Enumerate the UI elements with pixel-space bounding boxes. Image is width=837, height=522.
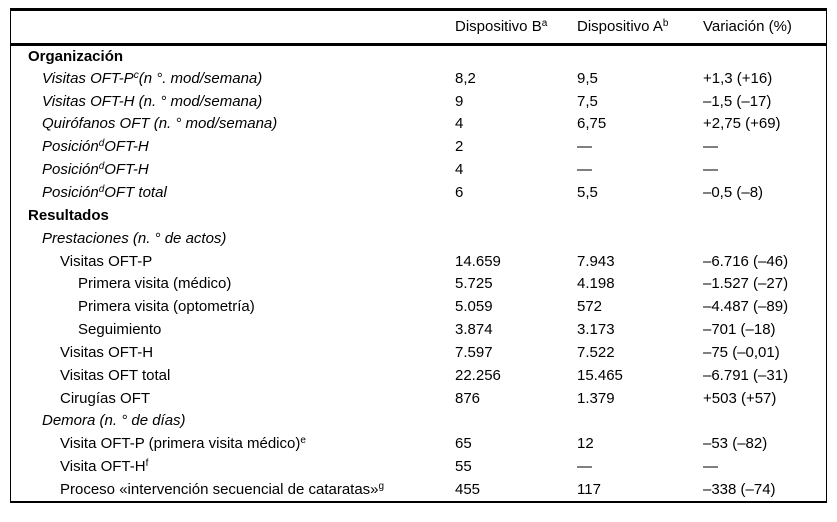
value-variacion: –1.527 (–27) <box>703 275 789 293</box>
table-row <box>11 387 826 410</box>
table-row <box>11 250 826 273</box>
row-label-cell <box>11 44 455 67</box>
value-variacion: –1,5 (–17) <box>703 92 772 110</box>
row-label-text: Visitas OFT-H (n. ° mod/semana) <box>42 92 263 110</box>
value-variacion: — <box>703 458 718 476</box>
comparison-table <box>11 11 826 501</box>
value-variacion: –701 (–18) <box>703 321 776 339</box>
value-variacion: — <box>703 138 718 156</box>
footnote-marker: b <box>662 18 669 30</box>
col-header-variacion <box>703 11 826 44</box>
value-variacion <box>703 44 826 67</box>
value-variacion: –4.487 (–89) <box>703 298 789 316</box>
row-label-cell <box>11 158 455 181</box>
value-dispositivo-a <box>577 44 703 67</box>
row-label-text: Posición <box>42 138 99 156</box>
row-label-text: Cirugías OFT <box>60 389 151 407</box>
footnote-marker: c <box>133 69 139 81</box>
value-dispositivo-b: 455 <box>455 480 481 498</box>
value-dispositivo-b: 5.725 <box>455 275 493 293</box>
row-label-text: Visitas OFT total <box>60 366 171 384</box>
row-label-cell <box>11 67 455 90</box>
value-dispositivo-b: 65 <box>455 435 472 453</box>
value-variacion: — <box>703 161 718 179</box>
value-dispositivo-a <box>577 410 703 433</box>
table-row <box>11 44 826 67</box>
row-label-text: Seguimiento <box>78 321 162 339</box>
value-variacion: +1,3 (+16) <box>703 69 773 87</box>
value-dispositivo-b: 2 <box>455 138 464 156</box>
row-label-cell <box>11 204 455 227</box>
value-dispositivo-b: 14.659 <box>455 252 501 270</box>
col-header-row-label <box>11 11 455 44</box>
table-row <box>11 204 826 227</box>
value-dispositivo-a: 6,75 <box>577 115 607 133</box>
table-row <box>11 272 826 295</box>
col-header-text: Dispositivo A <box>577 18 663 36</box>
value-dispositivo-a: 117 <box>577 480 601 498</box>
value-variacion: –53 (–82) <box>703 435 768 453</box>
row-label-cell <box>11 364 455 387</box>
value-dispositivo-b: 4 <box>455 161 464 179</box>
value-dispositivo-b: 6 <box>455 183 464 201</box>
table-row <box>11 67 826 90</box>
value-variacion <box>703 410 826 433</box>
table-row <box>11 135 826 158</box>
value-variacion: –6.716 (–46) <box>703 252 789 270</box>
footnote-marker: f <box>145 458 149 470</box>
value-dispositivo-a: — <box>577 161 592 179</box>
row-label-text: Primera visita (optometría) <box>78 298 255 316</box>
table-row <box>11 478 826 501</box>
row-label-cell <box>11 455 455 478</box>
row-label-cell <box>11 135 455 158</box>
row-label-text: Primera visita (médico) <box>78 275 232 293</box>
value-dispositivo-a: — <box>577 458 592 476</box>
value-variacion: –0,5 (–8) <box>703 183 764 201</box>
row-label-text: Posición <box>42 161 99 179</box>
value-dispositivo-a: 3.173 <box>577 321 615 339</box>
value-dispositivo-a <box>577 204 703 227</box>
table-row <box>11 90 826 113</box>
col-header-text: Dispositivo B <box>455 18 542 36</box>
row-label-text: Demora (n. ° de días) <box>42 412 186 430</box>
row-label-text: Organización <box>28 47 124 65</box>
value-dispositivo-a: 9,5 <box>577 69 598 87</box>
value-dispositivo-b <box>455 44 577 67</box>
value-variacion <box>703 227 826 250</box>
value-variacion <box>703 204 826 227</box>
row-label-text: Visita OFT-H <box>60 458 146 476</box>
value-dispositivo-b <box>455 410 577 433</box>
value-dispositivo-a: 7,5 <box>577 92 598 110</box>
value-dispositivo-a: 7.943 <box>577 252 615 270</box>
col-header-text: Variación (%) <box>703 18 792 36</box>
value-dispositivo-a: 5,5 <box>577 183 598 201</box>
value-dispositivo-a: — <box>577 138 592 156</box>
value-dispositivo-a: 1.379 <box>577 389 615 407</box>
row-label-text-after: OFT-H <box>104 138 149 156</box>
table-row <box>11 158 826 181</box>
row-label-cell <box>11 341 455 364</box>
table-row <box>11 318 826 341</box>
row-label-cell <box>11 227 455 250</box>
table-row <box>11 113 826 136</box>
row-label-cell <box>11 432 455 455</box>
value-dispositivo-a: 15.465 <box>577 366 623 384</box>
row-label-cell <box>11 90 455 113</box>
row-label-cell <box>11 113 455 136</box>
value-dispositivo-a: 12 <box>577 435 594 453</box>
header-row <box>11 11 826 44</box>
row-label-text: Quirófanos OFT (n. ° mod/semana) <box>42 115 278 133</box>
row-label-text: Resultados <box>28 206 109 224</box>
row-label-cell <box>11 181 455 204</box>
row-label-cell <box>11 295 455 318</box>
row-label-cell <box>11 272 455 295</box>
value-dispositivo-b <box>455 227 577 250</box>
value-variacion: –75 (–0,01) <box>703 343 780 361</box>
footnote-marker: g <box>378 480 385 492</box>
value-dispositivo-a: 4.198 <box>577 275 615 293</box>
table-row <box>11 364 826 387</box>
value-variacion: –6.791 (–31) <box>703 366 789 384</box>
table-row <box>11 341 826 364</box>
row-label-cell <box>11 410 455 433</box>
table-row <box>11 295 826 318</box>
value-dispositivo-b: 8,2 <box>455 69 476 87</box>
col-header-dispositivo-a <box>577 11 703 44</box>
table-body <box>11 44 826 501</box>
row-label-text: Prestaciones (n. ° de actos) <box>42 229 227 247</box>
value-dispositivo-b: 55 <box>455 458 472 476</box>
row-label-text-after: OFT-H <box>104 161 149 179</box>
value-dispositivo-b: 5.059 <box>455 298 493 316</box>
value-dispositivo-b: 4 <box>455 115 464 133</box>
row-label-cell <box>11 250 455 273</box>
value-dispositivo-b: 7.597 <box>455 343 493 361</box>
row-label-text-after: (n °. mod/semana) <box>138 69 263 87</box>
table-row <box>11 410 826 433</box>
value-dispositivo-b: 876 <box>455 389 481 407</box>
table-row <box>11 455 826 478</box>
row-label-text-after: OFT total <box>104 183 167 201</box>
row-label-cell <box>11 318 455 341</box>
value-dispositivo-b: 22.256 <box>455 366 501 384</box>
value-dispositivo-a: 572 <box>577 298 603 316</box>
footnote-marker: d <box>98 138 105 150</box>
footnote-marker: a <box>541 18 548 30</box>
value-dispositivo-b <box>455 204 577 227</box>
row-label-text: Proceso «intervención secuencial de cataratas» <box>60 480 379 498</box>
row-label-text: Visita OFT-P (primera visita médico) <box>60 435 301 453</box>
value-variacion: +2,75 (+69) <box>703 115 781 133</box>
table-row <box>11 181 826 204</box>
value-variacion: +503 (+57) <box>703 389 777 407</box>
row-label-text: Visitas OFT-H <box>60 343 154 361</box>
value-variacion: –338 (–74) <box>703 480 776 498</box>
table-row <box>11 227 826 250</box>
footnote-marker: e <box>300 435 306 447</box>
value-dispositivo-b: 3.874 <box>455 321 493 339</box>
value-dispositivo-a <box>577 227 703 250</box>
row-label-text: Visitas OFT-P <box>60 252 153 270</box>
row-label-text: Visitas OFT-P <box>42 69 134 87</box>
table-row <box>11 432 826 455</box>
col-header-dispositivo-b <box>455 11 577 44</box>
row-label-cell <box>11 478 455 501</box>
footnote-marker: d <box>98 183 105 195</box>
value-dispositivo-a: 7.522 <box>577 343 615 361</box>
row-label-text: Posición <box>42 183 99 201</box>
value-dispositivo-b: 9 <box>455 92 464 110</box>
row-label-cell <box>11 387 455 410</box>
footnote-marker: d <box>98 161 105 173</box>
results-table <box>10 8 827 503</box>
